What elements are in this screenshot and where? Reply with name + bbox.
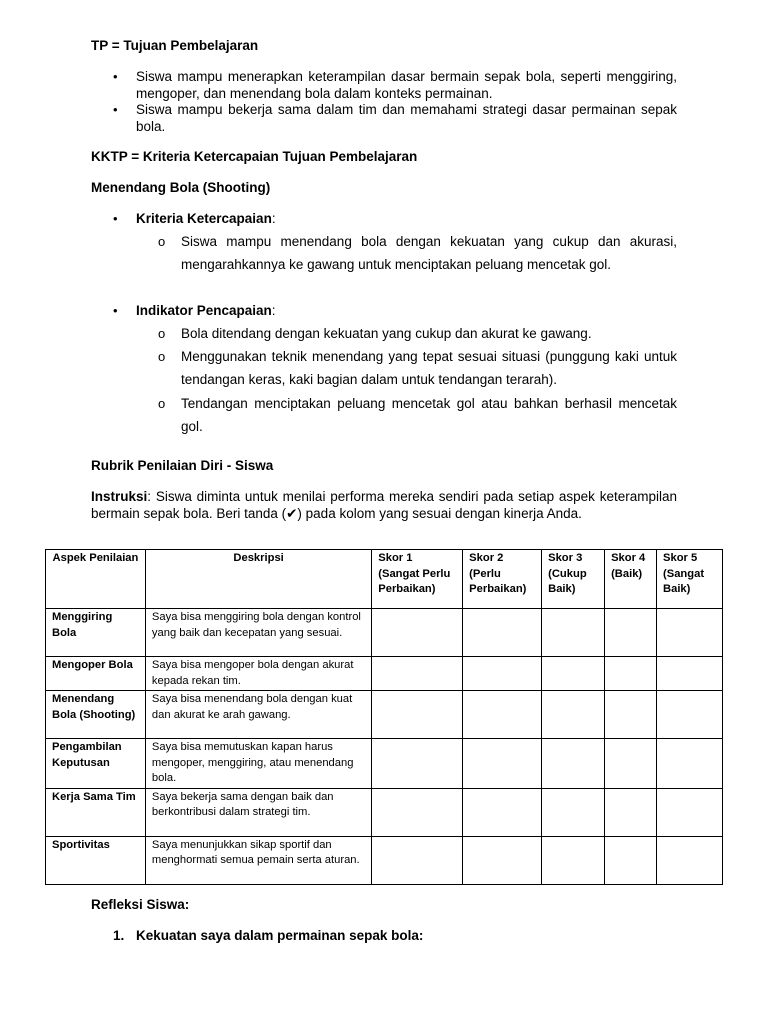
aspect-cell: Menggiring Bola [46, 609, 146, 657]
column-header-score-2: Skor 2 (Perlu Perbaikan) [463, 550, 542, 609]
description-cell: Saya bekerja sama dengan baik dan berkontribusi dalam strategi tim. [145, 788, 371, 836]
aspect-cell: Sportivitas [46, 836, 146, 884]
score-5-cell[interactable] [657, 657, 723, 691]
score-4-cell[interactable] [605, 836, 657, 884]
aspect-cell: Pengambilan Keputusan [46, 739, 146, 789]
tp-heading: TP = Tujuan Pembelajaran [91, 38, 259, 53]
circle-bullet-icon: o [158, 326, 166, 341]
kktp-heading: KKTP = Kriteria Ketercapaian Tujuan Pembelajaran [91, 149, 418, 164]
score-4-cell[interactable] [605, 739, 657, 789]
score-3-cell[interactable] [542, 836, 605, 884]
instruction-text: Siswa diminta untuk menilai performa mereka sendiri pada setiap aspek keterampilan bermain sepak bola. Beri tanda (✔) pada kolom yang sesuai dengan kinerja Anda. [91, 489, 677, 521]
kktp-subheading: Menendang Bola (Shooting) [91, 180, 271, 195]
score-1-cell[interactable] [372, 691, 463, 739]
description-cell: Saya bisa menendang bola dengan kuat dan akurat ke arah gawang. [145, 691, 371, 739]
score-5-cell[interactable] [657, 739, 723, 789]
score-2-cell[interactable] [463, 657, 542, 691]
column-header-score-3: Skor 3 (Cukup Baik) [542, 550, 605, 609]
table-row [46, 788, 723, 836]
instruction-label: Instruksi [91, 489, 148, 504]
score-3-cell[interactable] [542, 691, 605, 739]
rubric-heading: Rubrik Penilaian Diri - Siswa [91, 458, 274, 473]
score-5-cell[interactable] [657, 609, 723, 657]
score-1-cell[interactable] [372, 609, 463, 657]
bullet-icon: • [113, 211, 118, 226]
aspect-cell: Menendang Bola (Shooting) [46, 691, 146, 739]
criteria-item-1: Siswa mampu menendang bola dengan kekuatan yang cukup dan akurasi, mengarahkannya ke gawang untuk menciptakan peluang mencetak gol. [181, 234, 677, 272]
circle-bullet-icon: o [158, 349, 166, 364]
score-4-cell[interactable] [605, 691, 657, 739]
score-3-cell[interactable] [542, 609, 605, 657]
tp-item-1: Siswa mampu menerapkan keterampilan dasar bermain sepak bola, seperti menggiring, mengoper, dan menendang bola dalam konteks permainan. [136, 69, 677, 101]
indicator-item-2: Menggunakan teknik menendang yang tepat sesuai situasi (punggung kaki untuk tendangan keras, kaki bagian dalam untuk tendangan terarah). [181, 349, 677, 387]
table-header-row [46, 550, 723, 609]
circle-bullet-icon: o [158, 234, 166, 249]
criteria-label-line: Kriteria Ketercapaian: [136, 211, 276, 226]
bullet-icon: • [113, 69, 118, 84]
table-row [46, 691, 723, 739]
score-5-cell[interactable] [657, 788, 723, 836]
score-1-cell[interactable] [372, 739, 463, 789]
criteria-label: Kriteria Ketercapaian [136, 211, 272, 226]
column-header-score-4: Skor 4 (Baik) [605, 550, 657, 609]
reflection-item-number: 1. [113, 928, 125, 943]
indicator-item-1: Bola ditendang dengan kekuatan yang cukup dan akurat ke gawang. [181, 326, 592, 341]
score-2-cell[interactable] [463, 691, 542, 739]
score-3-cell[interactable] [542, 657, 605, 691]
score-4-cell[interactable] [605, 788, 657, 836]
column-header-score-1: Skor 1 (Sangat Perlu Perbaikan) [372, 550, 463, 609]
indicator-label-line: Indikator Pencapaian: [136, 303, 276, 318]
table-row [46, 739, 723, 789]
rubric-table [45, 549, 723, 885]
score-3-cell[interactable] [542, 739, 605, 789]
reflection-heading: Refleksi Siswa: [91, 897, 190, 912]
aspect-cell: Mengoper Bola [46, 657, 146, 691]
table-row [46, 657, 723, 691]
circle-bullet-icon: o [158, 396, 166, 411]
indicator-item-3: Tendangan menciptakan peluang mencetak gol atau bahkan berhasil mencetak gol. [181, 396, 677, 434]
score-1-cell[interactable] [372, 836, 463, 884]
description-cell: Saya bisa menggiring bola dengan kontrol yang baik dan kecepatan yang sesuai. [145, 609, 371, 657]
score-5-cell[interactable] [657, 836, 723, 884]
tp-item-2: Siswa mampu bekerja sama dalam tim dan memahami strategi dasar permainan sepak bola. [136, 102, 677, 134]
description-cell: Saya bisa mengoper bola dengan akurat kepada rekan tim. [145, 657, 371, 691]
bullet-icon: • [113, 303, 118, 318]
bullet-icon: • [113, 102, 118, 117]
indicator-label: Indikator Pencapaian [136, 303, 272, 318]
score-4-cell[interactable] [605, 609, 657, 657]
column-header-score-5: Skor 5 (Sangat Baik) [657, 550, 723, 609]
score-3-cell[interactable] [542, 788, 605, 836]
reflection-item-1: Kekuatan saya dalam permainan sepak bola: [136, 928, 424, 943]
aspect-cell: Kerja Sama Tim [46, 788, 146, 836]
table-row [46, 609, 723, 657]
column-header-aspect: Aspek Penilaian [46, 550, 146, 609]
table-row [46, 836, 723, 884]
description-cell: Saya bisa memutuskan kapan harus mengoper, menggiring, atau menendang bola. [145, 739, 371, 789]
score-5-cell[interactable] [657, 691, 723, 739]
score-2-cell[interactable] [463, 609, 542, 657]
column-header-description: Deskripsi [145, 550, 371, 609]
description-cell: Saya menunjukkan sikap sportif dan menghormati semua pemain serta aturan. [145, 836, 371, 884]
score-2-cell[interactable] [463, 788, 542, 836]
rubric-instruction: Instruksi: Siswa diminta untuk menilai performa mereka sendiri pada setiap aspek keterampilan bermain sepak bola. Beri tanda (✔) pada kolom yang sesuai dengan kinerja Anda. [91, 489, 677, 521]
score-2-cell[interactable] [463, 836, 542, 884]
score-4-cell[interactable] [605, 657, 657, 691]
score-2-cell[interactable] [463, 739, 542, 789]
score-1-cell[interactable] [372, 657, 463, 691]
score-1-cell[interactable] [372, 788, 463, 836]
